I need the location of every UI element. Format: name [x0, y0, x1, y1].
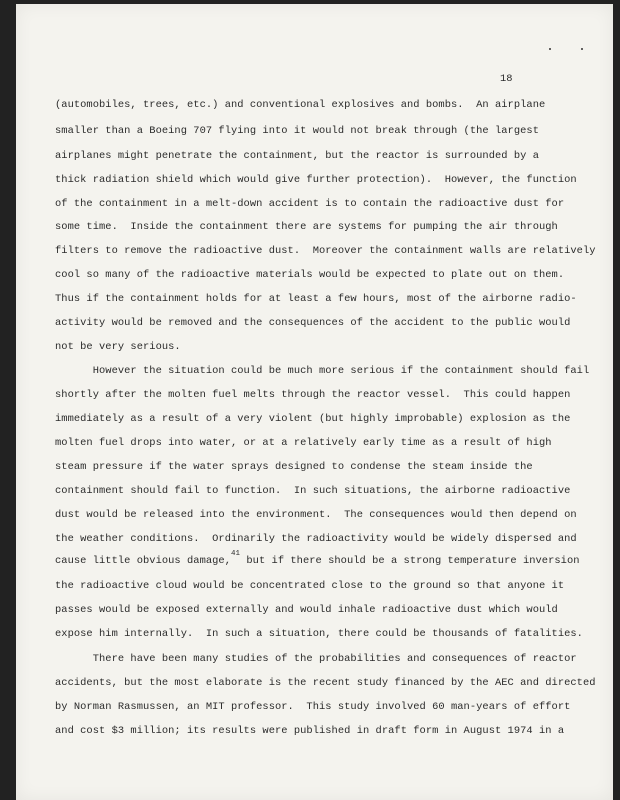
- text-line: filters to remove the radioactive dust. Moreover the containment walls are relatively: [55, 245, 596, 257]
- text-line: dust would be released into the environment. The consequences would then depend on: [55, 509, 577, 521]
- text-line: However the situation could be much more serious if the containment should fail: [55, 365, 590, 377]
- text-line: thick radiation shield which would give further protection). However, the function: [55, 174, 577, 186]
- text-line: shortly after the molten fuel melts through the reactor vessel. This could happen: [55, 389, 571, 401]
- text-line: smaller than a Boeing 707 flying into it would not break through (the largest: [55, 125, 539, 137]
- text-line-end: but if there should be a strong temperature inversion: [240, 555, 580, 567]
- text-line: accidents, but the most elaborate is the recent study financed by the AEC and directed: [55, 677, 596, 689]
- text-line: immediately as a result of a very violent (but highly improbable) explosion as the: [55, 413, 571, 425]
- text-line: passes would be exposed externally and would inhale radioactive dust which would: [55, 604, 558, 616]
- text-line: There have been many studies of the probabilities and consequences of reactor: [55, 653, 577, 665]
- text-line: containment should fail to function. In such situations, the airborne radioactive: [55, 485, 571, 497]
- footnote-reference: 41: [231, 550, 241, 558]
- text-line: some time. Inside the containment there are systems for pumping the air through: [55, 221, 558, 233]
- text-line-start: cause little obvious damage,: [55, 555, 231, 567]
- text-line: airplanes might penetrate the containment, but the reactor is surrounded by a: [55, 150, 539, 162]
- speck-mark: [581, 48, 583, 50]
- text-line: cool so many of the radioactive materials would be expected to plate out on them.: [55, 269, 565, 281]
- text-line: molten fuel drops into water, or at a relatively early time as a result of high: [55, 437, 552, 449]
- text-line: activity would be removed and the consequences of the accident to the public would: [55, 317, 571, 329]
- text-line: and cost $3 million; its results were published in draft form in August 1974 in a: [55, 725, 565, 737]
- text-line-with-footnote: [55, 550, 580, 567]
- text-line: Thus if the containment holds for at least a few hours, most of the airborne radio-: [55, 293, 577, 305]
- text-line: by Norman Rasmussen, an MIT professor. This study involved 60 man-years of effort: [55, 701, 571, 713]
- text-line: (automobiles, trees, etc.) and conventional explosives and bombs. An airplane: [55, 99, 546, 111]
- text-line: not be very serious.: [55, 341, 181, 353]
- page-number: 18: [500, 73, 513, 85]
- text-line: the radioactive cloud would be concentrated close to the ground so that anyone it: [55, 580, 565, 592]
- text-line: steam pressure if the water sprays designed to condense the steam inside the: [55, 461, 533, 473]
- text-line: of the containment in a melt-down accident is to contain the radioactive dust for: [55, 198, 565, 210]
- text-line: the weather conditions. Ordinarily the radioactivity would be widely dispersed and: [55, 533, 577, 545]
- text-line: expose him internally. In such a situation, there could be thousands of fatalities.: [55, 628, 583, 640]
- speck-mark: [549, 48, 551, 50]
- typewritten-page: [16, 4, 613, 800]
